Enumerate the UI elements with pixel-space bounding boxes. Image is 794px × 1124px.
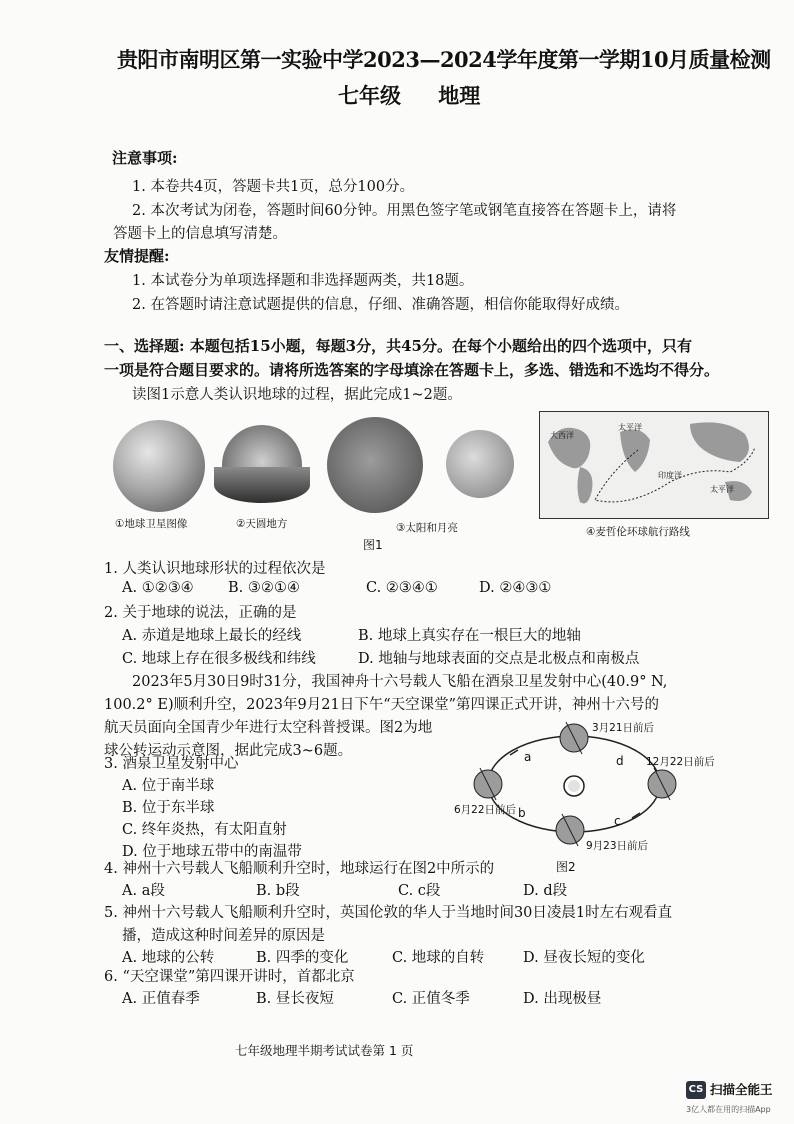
dome-earth-image [214,425,310,507]
notes-heading: 注意事项: [112,149,178,167]
camscanner-name: 扫描全能王 [710,1082,773,1097]
passage-line: 航天员面向全国青少年进行太空科普授课。图2为地 [104,720,433,736]
map-label: 大西洋 [550,431,574,440]
q2-stem: 2. 关于地球的说法，正确的是 [104,605,297,621]
figure1-label: 图1 [363,538,383,552]
reminder-item: 1. 本试卷分为单项选择题和非选择题两类，共18题。 [132,273,474,289]
q3-option-c[interactable]: C. 终年炎热，有太阳直射 [122,822,287,838]
q5-stem: 5. 神州十六号载人飞船顺利升空时，英国伦敦的华人于当地时间30日凌晨1时左右观看直 [104,905,673,921]
passage-line: 2023年5月30日9时31分，我国神舟十六号载人飞船在酒泉卫星发射中心(40.9° N, [132,674,668,690]
q6-option-c[interactable]: C. 正值冬季 [392,991,470,1007]
sun-image [327,417,423,513]
position-mar21-label: 3月21日前后 [592,722,655,734]
q3-option-a[interactable]: A. 位于南半球 [122,778,215,794]
q1-option-b[interactable]: B. ③②①④ [228,580,300,596]
q4-option-b[interactable]: B. b段 [256,883,300,899]
q2-option-b[interactable]: B. 地球上真实存在一根巨大的地轴 [358,628,581,644]
q1-option-c[interactable]: C. ②③④① [366,580,438,596]
map-label: 太平洋 [710,485,734,494]
segment-d-label: d [616,754,624,768]
position-jun22-label: 6月22日前后 [454,804,517,816]
q5-option-c[interactable]: C. 地球的自转 [392,950,485,966]
earth-satellite-image [113,420,205,512]
figure2-label: 图2 [556,860,576,874]
section1-instruction: 一、选择题: 本题包括15小题，每题3分，共45分。在每个小题给出的四个选项中，只有 [104,337,692,355]
position-sep23-label: 9月23日前后 [586,840,649,852]
figure1-caption: ②天圆地方 [236,518,288,530]
q4-option-d[interactable]: D. d段 [523,883,568,899]
segment-b-label: b [518,806,526,820]
figure2-orbit-diagram [454,714,715,858]
q5-stem: 播，造成这种时间差异的原因是 [122,928,325,944]
camscanner-logo: CS [686,1081,706,1099]
figure1-caption: ③太阳和月亮 [396,522,458,534]
q5-option-a[interactable]: A. 地球的公转 [122,950,215,966]
q2-option-d[interactable]: D. 地轴与地球表面的交点是北极点和南极点 [358,651,640,667]
q1-stem: 1. 人类认识地球形状的过程依次是 [104,561,326,577]
figure1-intro: 读图1示意人类认识地球的过程，据此完成1~2题。 [132,387,462,403]
magellan-route-map [539,411,769,519]
notes-item: 答题卡上的信息填写清楚。 [113,226,287,242]
segment-c-label: c [614,814,621,828]
passage-line: 100.2° E)顺利升空，2023年9月21日下午“天空课堂”第四课正式开讲，神州十六号的 [104,697,660,713]
moon-image [446,430,514,498]
q6-option-b[interactable]: B. 昼长夜短 [256,991,334,1007]
figure1-caption: ①地球卫星图像 [115,518,188,530]
q3-option-b[interactable]: B. 位于东半球 [122,800,215,816]
section1-instruction: 一项是符合题目要求的。请将所选答案的字母填涂在答题卡上，多选、错选和不选均不得分。 [104,361,720,379]
reminder-heading: 友情提醒: [104,247,170,265]
camscanner-tagline: 3亿人都在用的扫描App [686,1105,771,1114]
q4-option-c[interactable]: C. c段 [398,883,441,899]
q1-option-a[interactable]: A. ①②③④ [122,580,194,596]
exam-title: 贵阳市南明区第一实验中学2023—2024学年度第一学期10月质量检测 [117,47,771,72]
map-label: 印度洋 [658,471,682,480]
reminder-item: 2. 在答题时请注意试题提供的信息，仔细、准确答题，相信你能取得好成绩。 [132,297,629,313]
map-label: 太平洋 [618,423,642,432]
q6-option-d[interactable]: D. 出现极昼 [523,991,602,1007]
q3-option-d[interactable]: D. 位于地球五带中的南温带 [122,844,302,860]
q5-option-b[interactable]: B. 四季的变化 [256,950,349,966]
figure1-caption: ④麦哲伦环球航行路线 [586,526,690,538]
segment-a-label: a [524,750,532,764]
q3-stem: 3. 酒泉卫星发射中心 [104,756,239,772]
q5-option-d[interactable]: D. 昼夜长短的变化 [523,950,645,966]
q1-option-d[interactable]: D. ②④③① [479,580,552,596]
q6-option-a[interactable]: A. 正值春季 [122,991,200,1007]
q2-option-c[interactable]: C. 地球上存在很多极线和纬线 [122,651,316,667]
passage-line: 球公转运动示意图，据此完成3~6题。 [104,743,353,759]
q4-stem: 4. 神州十六号载人飞船顺利升空时，地球运行在图2中所示的 [104,861,495,877]
q2-option-a[interactable]: A. 赤道是地球上最长的经线 [122,628,302,644]
exam-subtitle: 七年级 地理 [338,83,481,108]
q6-stem: 6. “天空课堂”第四课开讲时，首都北京 [104,969,355,985]
page-footer: 七年级地理半期考试试卷第 1 页 [235,1043,414,1058]
notes-item: 1. 本卷共4页，答题卡共1页，总分100分。 [132,179,415,195]
position-dec22-label: 12月22日前后 [646,756,715,768]
q4-option-a[interactable]: A. a段 [122,883,165,899]
notes-item: 2. 本次考试为闭卷，答题时间60分钟。用黑色签字笔或钢笔直接答在答题卡上，请将 [132,203,677,219]
